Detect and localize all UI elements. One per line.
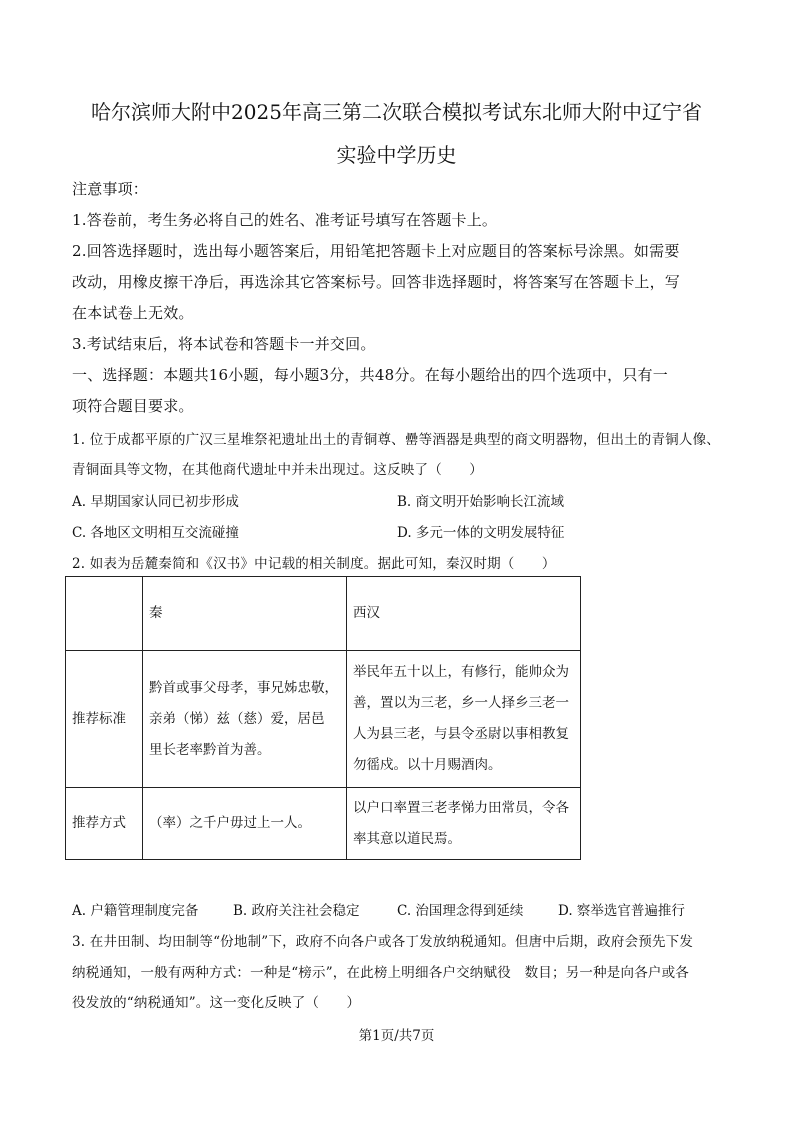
table-row [66, 651, 581, 788]
cell-line: 里长老率黔首为善。 [149, 741, 271, 758]
exam-title-line2: 实验中学历史 [336, 143, 457, 167]
q1-option-a: A. 早期国家认同已初步形成 [72, 494, 239, 510]
table-row [66, 577, 581, 651]
q3-stem-a: 3. 在井田制、均田制等“份地制”下，政府不向各户或各丁发放纳税通知。但唐中后期，政府会预先下发 [72, 934, 694, 950]
notice-item-2a: 2.回答选择题时，选出每小题答案后，用铅笔把答题卡上对应题目的答案标号涂黑。如需要 [72, 242, 680, 260]
cell-line: 善，置以为三老，乡一人择乡三老一 [353, 695, 569, 711]
cell-line: 举民年五十以上，有修行，能帅众为 [353, 664, 569, 680]
section-heading-b: 项符合题目要求。 [72, 397, 194, 415]
q3-stem-c: 役发放的“纳税通知”。这一变化反映了（ ） [72, 995, 361, 1011]
section-heading-a: 一、选择题：本题共16小题，每小题3分，共48分。在每小题给出的四个选项中，只有一 [72, 366, 668, 384]
table-header-qin: 秦 [143, 577, 347, 651]
cell-line: 黔首或事父母孝，事兄姊忠敬， [149, 679, 338, 696]
cell-line: 以户口率置三老孝悌力田常员，令各 [353, 799, 569, 816]
table-row [66, 788, 581, 860]
table-corner-cell [66, 577, 143, 651]
q2-option-a: A. 户籍管理制度完备 [72, 903, 199, 919]
table-row-label: 推荐方式 [66, 788, 143, 860]
cell-line: 亲弟（悌）兹（慈）爱，居邑 [149, 710, 325, 727]
table-cell-han-standard [347, 651, 581, 788]
cell-line: 勿徭戍。以十月赐酒肉。 [353, 757, 502, 773]
notice-item-2c: 在本试卷上无效。 [72, 304, 194, 322]
table-cell-qin-method: （率）之千户毋过上一人。 [143, 788, 347, 860]
q1-option-d: D. 多元一体的文明发展特征 [397, 525, 565, 541]
q1-stem-b: 青铜面具等文物，在其他商代遗址中并未出现过。这反映了（ ） [72, 462, 483, 478]
notice-item-3: 3.考试结束后，将本试卷和答题卡一并交回。 [72, 335, 376, 353]
q1-stem-a: 1. 位于成都平原的广汉三星堆祭祀遗址出土的青铜尊、罍等酒器是典型的商文明器物，但出土的青铜人像、 [72, 432, 720, 448]
q1-option-c: C. 各地区文明相互交流碰撞 [72, 525, 239, 541]
table-row-label: 推荐标准 [66, 651, 143, 788]
cell-line: 人为县三老，与县令丞尉以事相教复 [353, 726, 569, 742]
q1-option-b: B. 商文明开始影响长江流域 [397, 494, 565, 510]
notice-heading: 注意事项： [72, 180, 149, 198]
notice-item-1: 1.答卷前，考生务必将自己的姓名、准考证号填写在答题卡上。 [72, 211, 498, 229]
table-cell-qin-standard [143, 651, 347, 788]
cell-line: 率其意以道民焉。 [353, 830, 461, 847]
q3-stem-b: 纳税通知，一般有两种方式：一种是“榜示”，在此榜上明细各户交纳赋役 数目；另一种是向各户或各 [72, 965, 690, 981]
notice-item-2b: 改动，用橡皮擦干净后，再选涂其它答案标号。回答非选择题时，将答案写在答题卡上，写 [72, 273, 681, 291]
page-number: 第1页/共7页 [358, 1028, 435, 1044]
q2-option-d: D. 察举选官普遍推行 [558, 903, 685, 919]
table-header-han: 西汉 [347, 577, 581, 651]
exam-title-line1: 哈尔滨师大附中2025年高三第二次联合模拟考试东北师大附中辽宁省 [91, 100, 702, 124]
q2-table [65, 576, 581, 860]
q2-option-c: C. 治国理念得到延续 [397, 903, 524, 919]
table-cell-han-method [347, 788, 581, 860]
q2-option-b: B. 政府关注社会稳定 [233, 903, 360, 919]
q2-stem: 2. 如表为岳麓秦简和《汉书》中记载的相关制度。据此可知，秦汉时期（ ） [72, 556, 556, 572]
